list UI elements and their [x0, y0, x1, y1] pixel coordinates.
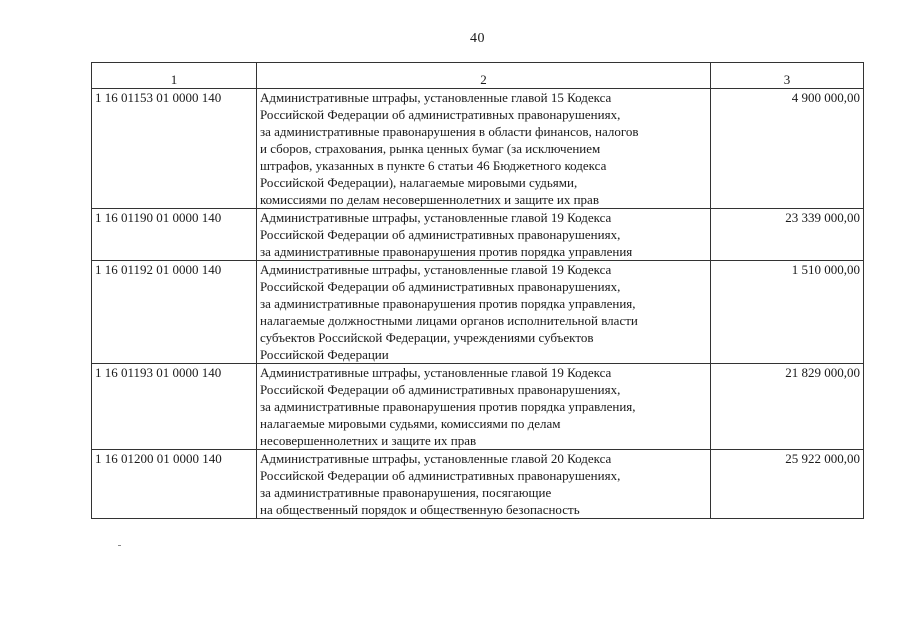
table-row [92, 89, 864, 209]
revenue-name-line: за административные правонарушения, посягающие [260, 485, 552, 500]
revenue-name-cell [257, 450, 711, 519]
revenue-name-line: за административные правонарушения против порядка управления, [260, 296, 636, 311]
classification-code-cell: 1 16 01190 01 0000 140 [92, 209, 257, 261]
classification-code-cell: 1 16 01153 01 0000 140 [92, 89, 257, 209]
table-row [92, 450, 864, 519]
revenue-name-line: субъектов Российской Федерации, учреждениями субъектов [260, 330, 594, 345]
page-number: 40 [470, 31, 485, 46]
revenue-name-cell [257, 261, 711, 364]
revenue-name-line: несовершеннолетних и защите их прав [260, 433, 477, 448]
revenue-name-line: Административные штрафы, установленные главой 19 Кодекса [260, 210, 612, 225]
revenue-name-line: Российской Федерации об административных правонарушениях, [260, 468, 621, 483]
revenue-name-line: за административные правонарушения в области финансов, налогов [260, 124, 639, 139]
revenue-name-cell [257, 364, 711, 450]
revenue-name-line: и сборов, страхования, рынка ценных бумаг (за исключением [260, 141, 601, 156]
revenue-name-line: штрафов, указанных в пункте 6 статьи 46 Бюджетного кодекса [260, 158, 607, 173]
table-body [92, 89, 864, 519]
revenue-name-line: за административные правонарушения против порядка управления [260, 244, 633, 259]
amount-cell: 21 829 000,00 [711, 364, 864, 450]
revenue-name-line: налагаемые должностными лицами органов исполнительной власти [260, 313, 638, 328]
classification-code-cell: 1 16 01193 01 0000 140 [92, 364, 257, 450]
revenue-name-line: Административные штрафы, установленные главой 20 Кодекса [260, 451, 612, 466]
revenue-name-line: Российской Федерации об административных правонарушениях, [260, 382, 621, 397]
classification-code-cell: 1 16 01200 01 0000 140 [92, 450, 257, 519]
revenue-name-line: налагаемые мировыми судьями, комиссиями по делам [260, 416, 561, 431]
classification-code-cell: 1 16 01192 01 0000 140 [92, 261, 257, 364]
column-header-amount: 3 [711, 63, 864, 89]
revenue-name-line: комиссиями по делам несовершеннолетних и защите их прав [260, 192, 599, 207]
revenue-name-line: на общественный порядок и общественную безопасность [260, 502, 580, 517]
revenue-name-line: Административные штрафы, установленные главой 15 Кодекса [260, 90, 612, 105]
revenue-name-line: Административные штрафы, установленные главой 19 Кодекса [260, 262, 612, 277]
amount-cell: 23 339 000,00 [711, 209, 864, 261]
revenue-name-cell [257, 89, 711, 209]
revenue-name-line: Российской Федерации об административных правонарушениях, [260, 107, 621, 122]
revenue-name-line: Российской Федерации [260, 347, 389, 362]
revenue-name-cell [257, 209, 711, 261]
budget-revenue-table [91, 62, 864, 519]
revenue-name-line: за административные правонарушения против порядка управления, [260, 399, 636, 414]
table-header [92, 63, 864, 89]
table-header-row [92, 63, 864, 89]
scan-speck [118, 545, 121, 546]
table-row [92, 261, 864, 364]
column-header-code: 1 [92, 63, 257, 89]
column-header-name: 2 [257, 63, 711, 89]
revenue-name-line: Административные штрафы, установленные главой 19 Кодекса [260, 365, 612, 380]
table-row [92, 209, 864, 261]
amount-cell: 25 922 000,00 [711, 450, 864, 519]
revenue-name-line: Российской Федерации об административных правонарушениях, [260, 227, 621, 242]
table-row [92, 364, 864, 450]
revenue-name-line: Российской Федерации об административных правонарушениях, [260, 279, 621, 294]
revenue-name-line: Российской Федерации), налагаемые мировыми судьями, [260, 175, 578, 190]
amount-cell: 4 900 000,00 [711, 89, 864, 209]
amount-cell: 1 510 000,00 [711, 261, 864, 364]
